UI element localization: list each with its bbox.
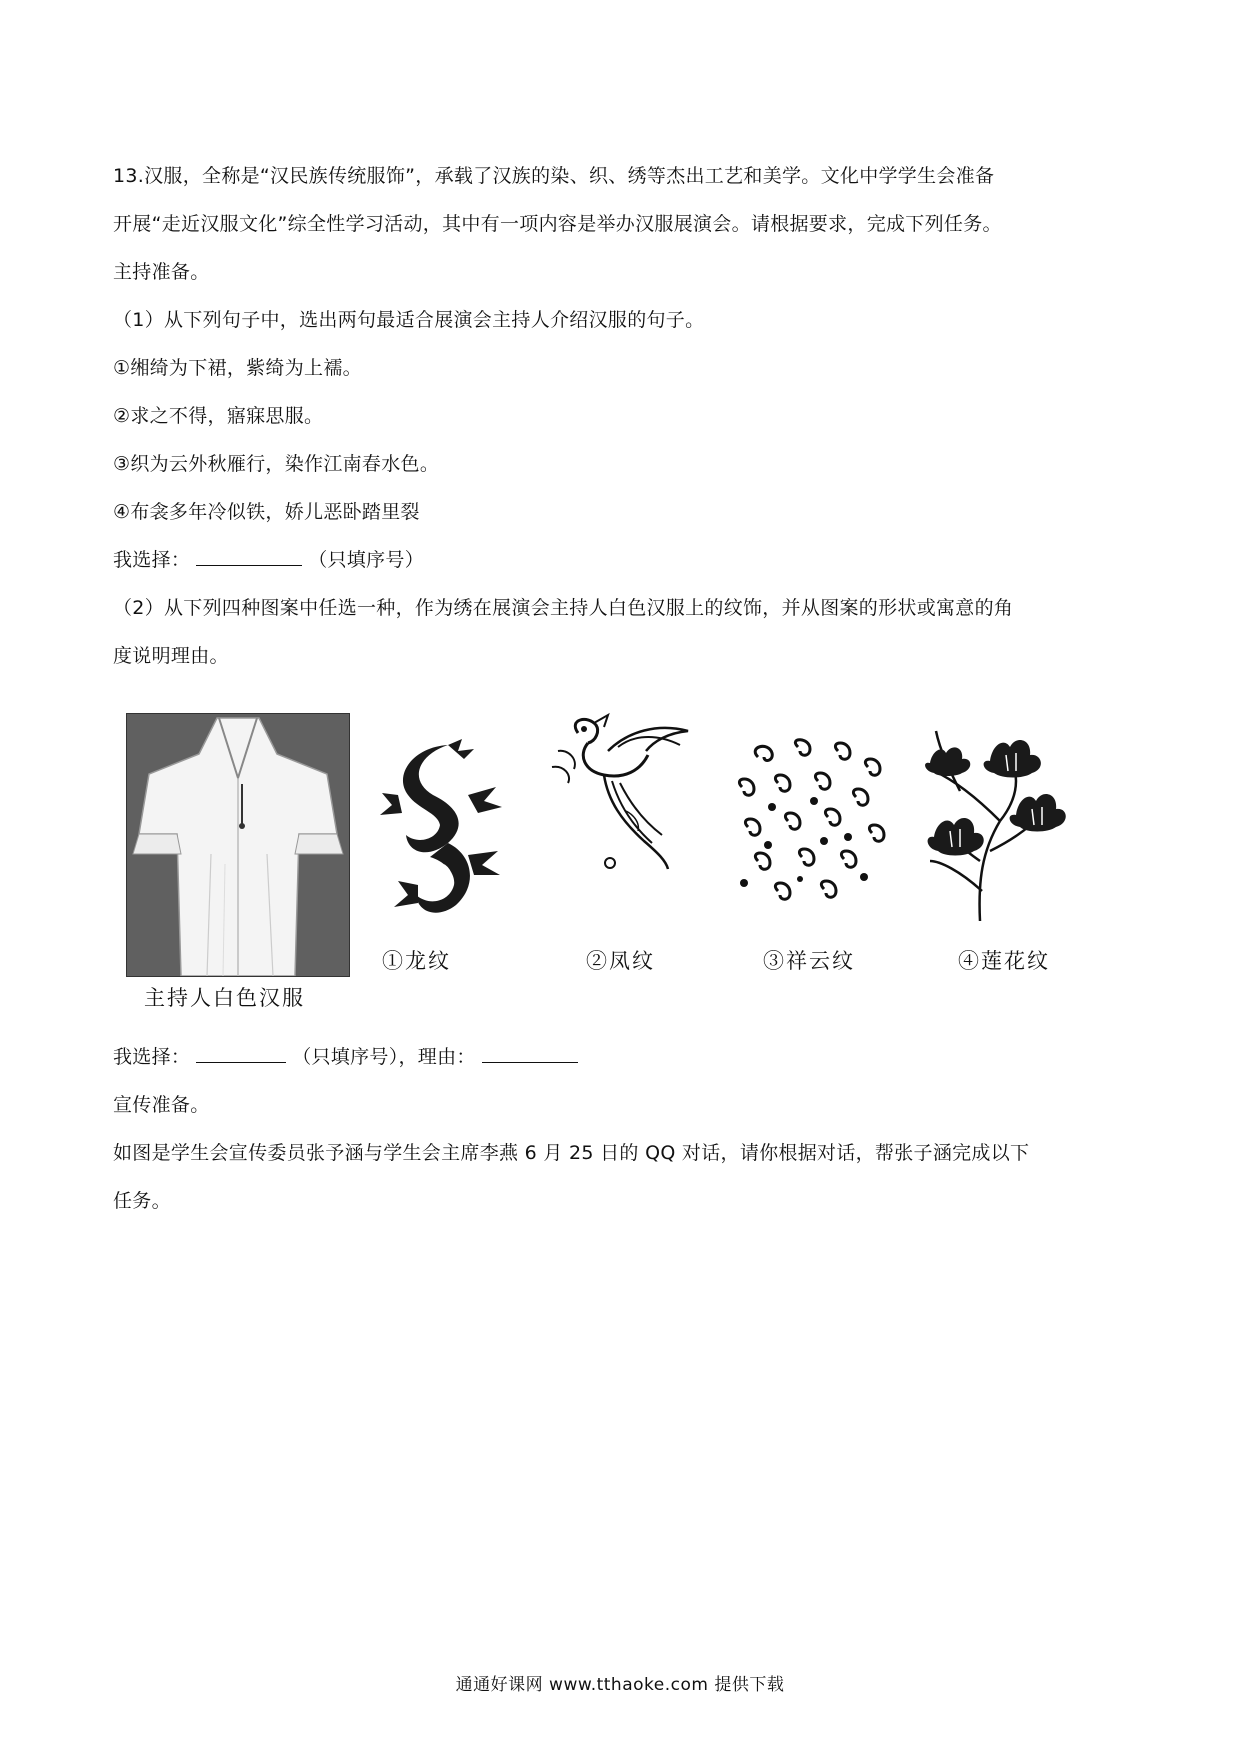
answer2-reason-blank[interactable] [482,1040,578,1063]
motif-caption-lotus: ④莲花纹 [958,949,1050,973]
option-4: ④布衾多年冷似铁，娇儿恶卧踏里裂 [113,501,420,523]
option-2: ②求之不得，寤寐思服。 [113,405,324,427]
cloud-motif [728,737,898,911]
lotus-icon [920,711,1070,931]
answer2-line [113,1033,1135,1081]
phoenix-motif [548,711,698,875]
motif-caption-cloud: ③祥云纹 [763,949,855,973]
page-footer: 通通好课网 www.tthaoke.com 提供下载 [455,1675,785,1695]
publicity-intro-line-2: 任务。 [113,1190,171,1212]
motif-caption-phoenix: ②凤纹 [586,949,655,973]
motif-caption-dragon: ①龙纹 [382,949,451,973]
hanfu-robe-icon [127,714,349,976]
publicity-intro-line-1: 如图是学生会宣传委员张予涵与学生会主席李燕 6 月 25 日的 QQ 对话，请你根据对话，帮张子涵完成以下 [113,1142,1030,1164]
phoenix-icon [548,711,698,871]
answer1-prefix: 我选择： [113,549,191,571]
part1-prompt: （1）从下列句子中，选出两句最适合展演会主持人介绍汉服的句子。 [113,309,705,331]
question-13 [113,152,1135,680]
part2-prompt-line-2: 度说明理由。 [113,645,229,667]
pattern-figure [120,707,1120,1017]
dragon-motif [378,735,508,929]
answer1-blank[interactable] [196,543,302,566]
cloud-icon [728,737,898,907]
answer2-choice-blank[interactable] [196,1040,286,1063]
part2-prompt-line-1: （2）从下列四种图案中任选一种，作为绣在展演会主持人白色汉服上的纹饰，并从图案的形状或寓意的角 [113,597,1014,619]
lotus-motif [920,711,1070,935]
question-intro-line-1: 13.汉服，全称是“汉民族传统服饰”，承载了汉族的染、织、绣等杰出工艺和美学。文化中学学生会准备 [113,165,995,187]
answer1-suffix: （只填序号） [308,549,425,571]
option-3: ③织为云外秋雁行，染作江南春水色。 [113,453,440,475]
answer2-prefix: 我选择： [113,1046,191,1068]
answer2-middle: （只填序号），理由： [292,1046,476,1068]
section-publicity-prep: 宣传准备。 [113,1094,210,1116]
hanfu-caption: 主持人白色汉服 [144,986,305,1010]
section-host-prep: 主持准备。 [113,261,210,283]
after-figure-block [113,1033,1135,1225]
question-intro-line-2: 开展“走近汉服文化”综全性学习活动，其中有一项内容是举办汉服展演会。请根据要求，完成下列任务。 [113,213,1002,235]
hanfu-photo [126,713,350,977]
answer1-line [113,536,1135,584]
dragon-icon [378,735,508,925]
option-1: ①缃绮为下裙，紫绮为上襦。 [113,357,362,379]
